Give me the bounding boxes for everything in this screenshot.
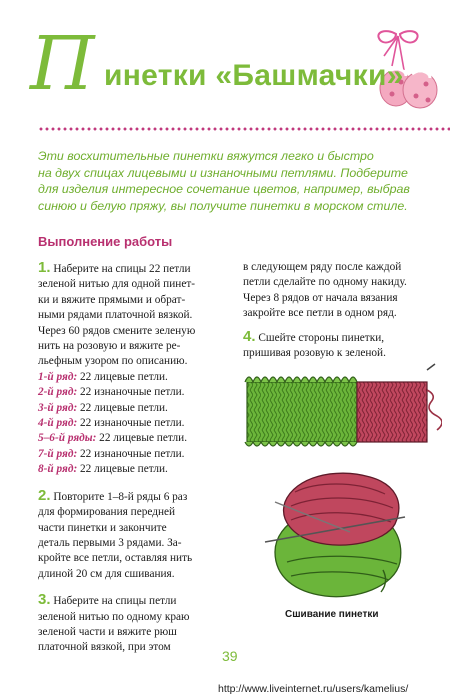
step-text-line: части пинетки и закончите [38, 521, 167, 534]
step-text-line: льефным узором по описанию. [38, 355, 188, 368]
step-text-line: в следующем ряду после каждой [243, 261, 402, 273]
intro-paragraph [38, 148, 448, 214]
step-text-line: длиной 20 см для сшивания. [38, 567, 175, 580]
step-number: 2. [38, 486, 51, 504]
step-number: 3. [38, 591, 51, 609]
step-text-line: платочной вязкой, при этом [38, 641, 171, 654]
row-instruction: 5–6-й ряды: 22 лицевые петли. [38, 432, 188, 445]
row-label: 2-й ряд: [38, 386, 78, 399]
step-text-line: закройте все петли в одном ряд. [243, 307, 397, 320]
row-label: 4-й ряд: [38, 417, 78, 430]
step-2: 2. Повторите 1–8-й ряды 6 раз [38, 486, 188, 504]
intro-line: синюю и белую пряжу, вы получите пинетки в морском стиле. [38, 198, 408, 213]
knitted-swatch-illustration [237, 360, 442, 460]
row-label: 3-й ряд: [38, 401, 78, 414]
step-text-line: ки и вяжите прямыми и обрат- [38, 293, 186, 306]
row-label: 7-й ряд: [38, 447, 78, 460]
instructions-left-column [38, 260, 238, 656]
step-text-line: пришивая розовую к зеленой. [243, 347, 386, 360]
step-text-line: зеленой части и вяжите рюш [38, 625, 177, 638]
row-label: 5–6-й ряды: [38, 432, 97, 445]
row-instruction: 1-й ряд: 22 лицевые петли. [38, 370, 168, 383]
step-text-line: для формирования передней [38, 506, 176, 519]
step-text-line: кройте все петли, оставляя нить [38, 552, 193, 565]
instructions-right-column [243, 260, 453, 361]
step-text-line: Через 8 рядов от начала вязания [243, 291, 398, 304]
step-text-line: нить на розовую и вяжите ре- [38, 340, 181, 353]
figure-caption: Сшивание пинетки [285, 609, 379, 620]
step-text-line: Через 60 рядов смените зеленую [38, 324, 196, 337]
step-number: 4. [243, 327, 256, 345]
step-text-line: ными рядами платочной вязкой. [38, 309, 193, 322]
page-title: инетки «Башмачки» [104, 59, 404, 92]
dotted-divider [38, 127, 450, 131]
row-instruction: 7-й ряд: 22 изнаночные петли. [38, 447, 185, 460]
row-instruction: 3-й ряд: 22 лицевые петли. [38, 401, 168, 414]
step-number: 1. [38, 259, 51, 276]
seaming-illustration [255, 462, 415, 607]
row-instruction: 4-й ряд: 22 изнаночные петли. [38, 417, 185, 430]
row-label: 1-й ряд: [38, 370, 78, 383]
step-3: 3. Наберите на спицы петли [38, 591, 177, 609]
section-heading: Выполнение работы [38, 234, 173, 249]
page-number: 39 [222, 648, 238, 664]
step-4: 4. Сшейте стороны пинетки, [243, 327, 385, 345]
page-title-initial: П [30, 21, 93, 107]
intro-line: на двух спицах лицевыми и изнаночными петлями. Подберите [38, 165, 408, 180]
step-text-line: зеленой нитью по одному краю [38, 610, 190, 623]
step-1: 1. Наберите на спицы 22 петли [38, 259, 191, 276]
step-text-line: зеленой нитью для одной пинет- [38, 278, 196, 291]
step-text-line: деталь первыми 3 рядами. За- [38, 536, 182, 549]
intro-line: для изделия интересное сочетание цветов, например, выбрав [38, 182, 410, 196]
watermark-url: http://www.liveinternet.ru/users/kamelius/ [218, 683, 409, 695]
row-instruction: 2-й ряд: 22 изнаночные петли. [38, 386, 185, 399]
row-label: 8-й ряд: [38, 463, 78, 476]
step-text-line: петли сделайте по одному накиду. [243, 276, 407, 289]
intro-line: Эти восхитительные пинетки вяжутся легко и быстро [38, 149, 374, 163]
row-instruction: 8-й ряд: 22 лицевые петли. [38, 463, 168, 476]
